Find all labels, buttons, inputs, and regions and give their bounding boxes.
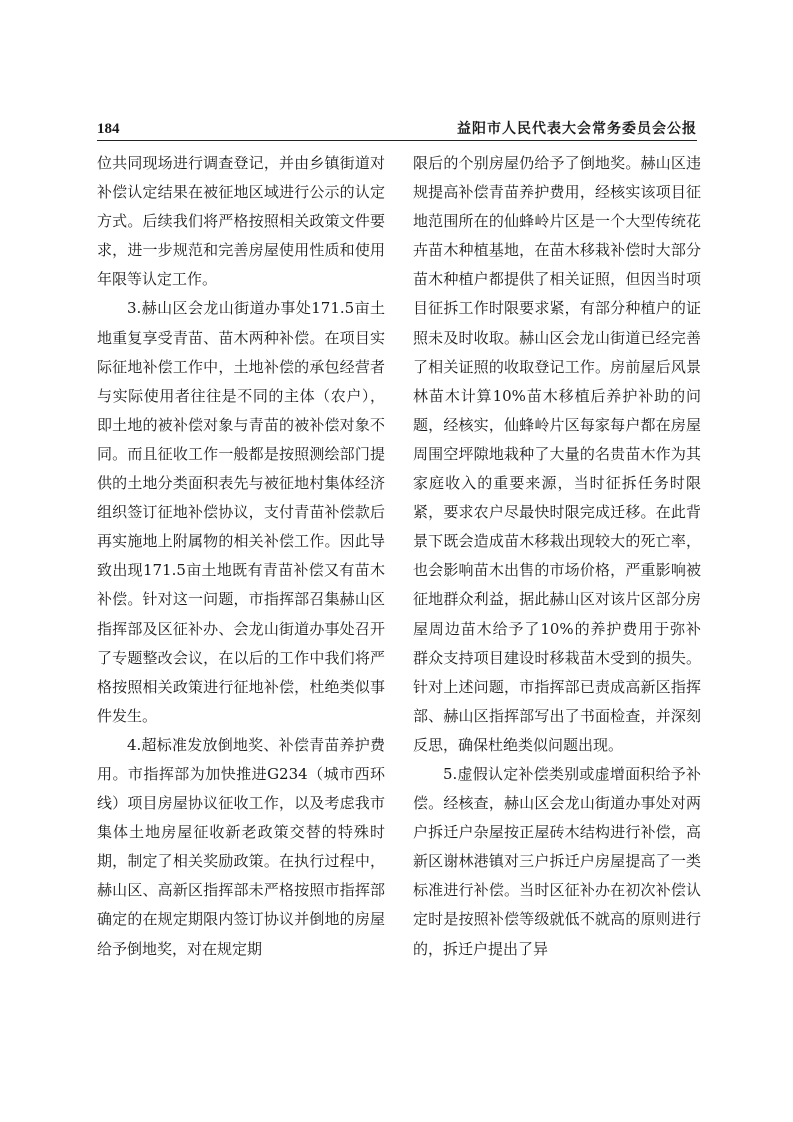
paragraph-item-4: 4.超标准发放倒地奖、补偿青苗养护费用。市指挥部为加快推进G234（城市西环线）项目房屋协议征收工作，以及考虑我市集体土地房屋征收新老政策交替的特殊时期，制定了相关奖励政策。在执行过程中，赫山区、高新区指挥部未严格按照市指挥部确定的在规定期限内签订协议并倒地的房屋给予倒地奖，对在规定期	[97, 735, 385, 958]
page-number: 184	[97, 121, 120, 137]
paragraph-continued: 位共同现场进行调查登记，并由乡镇街道对补偿认定结果在被征地区域进行公示的认定方式。后续我们将严格按照相关政策文件要求，进一步规范和完善房屋使用性质和使用年限等认定工作。	[97, 154, 385, 289]
page-header	[97, 118, 697, 142]
journal-title: 益阳市人民代表大会常务委员会公报	[457, 121, 697, 137]
paragraph-item-4-continued: 限后的个别房屋仍给予了倒地奖。赫山区违规提高补偿青苗养护费用，经核实该项目征地范围所在的仙蜂岭片区是一个大型传统花卉苗木种植基地，在苗木移栽补偿时大部分苗木种植户都提供了相关证照，但因当时项目征拆工作时限要求紧，有部分种植户的证照未及时收取。赫山区会龙山街道已经完善了相关证照的收取登记工作。房前屋后风景林苗木计算10%苗木移植后养护补助的问题，经核实，仙蜂岭片区每家每户都在房屋周围空坪隙地栽种了大量的名贵苗木作为其家庭收入的重要来源，当时征拆任务时限紧，要求农户尽最快时限完成迁移。在此背景下既会造成苗木移栽出现较大的死亡率，也会影响苗木出售的市场价格，严重影响被征地群众利益，据此赫山区对该片区部分房屋周边苗木给予了10%的养护费用于弥补群众支持项目建设时移栽苗木受到的损失。针对上述问题，市指挥部已责成高新区指挥部、赫山区指挥部写出了书面检查，并深刻反思，确保杜绝类似问题出现。	[413, 154, 701, 754]
paragraph-item-3: 3.赫山区会龙山街道办事处171.5亩土地重复享受青苗、苗木两种补偿。在项目实际征地补偿工作中，土地补偿的承包经营者与实际使用者往往是不同的主体（农户），即土地的被补偿对象与青苗的被补偿对象不同。而且征收工作一般都是按照测绘部门提供的土地分类面积表先与被征地村集体经济组织签订征地补偿协议，支付青苗补偿款后再实施地上附属物的相关补偿工作。因此导致出现171.5亩土地既有青苗补偿又有苗木补偿。针对这一问题，市指挥部召集赫山区指挥部及区征补办、会龙山街道办事处召开了专题整改会议，在以后的工作中我们将严格按照相关政策进行征地补偿，杜绝类似事件发生。	[97, 299, 385, 725]
paragraph-item-5: 5.虚假认定补偿类别或虚增面积给予补偿。经核查，赫山区会龙山街道办事处对两户拆迁户杂屋按正屋砖木结构进行补偿，高新区谢林港镇对三户拆迁户房屋提高了一类标准进行补偿。当时区征补办在初次补偿认定时是按照补偿等级就低不就高的原则进行的，拆迁户提出了异	[413, 764, 701, 958]
right-column	[413, 149, 701, 964]
header-divider	[97, 140, 697, 141]
left-column	[97, 149, 385, 964]
